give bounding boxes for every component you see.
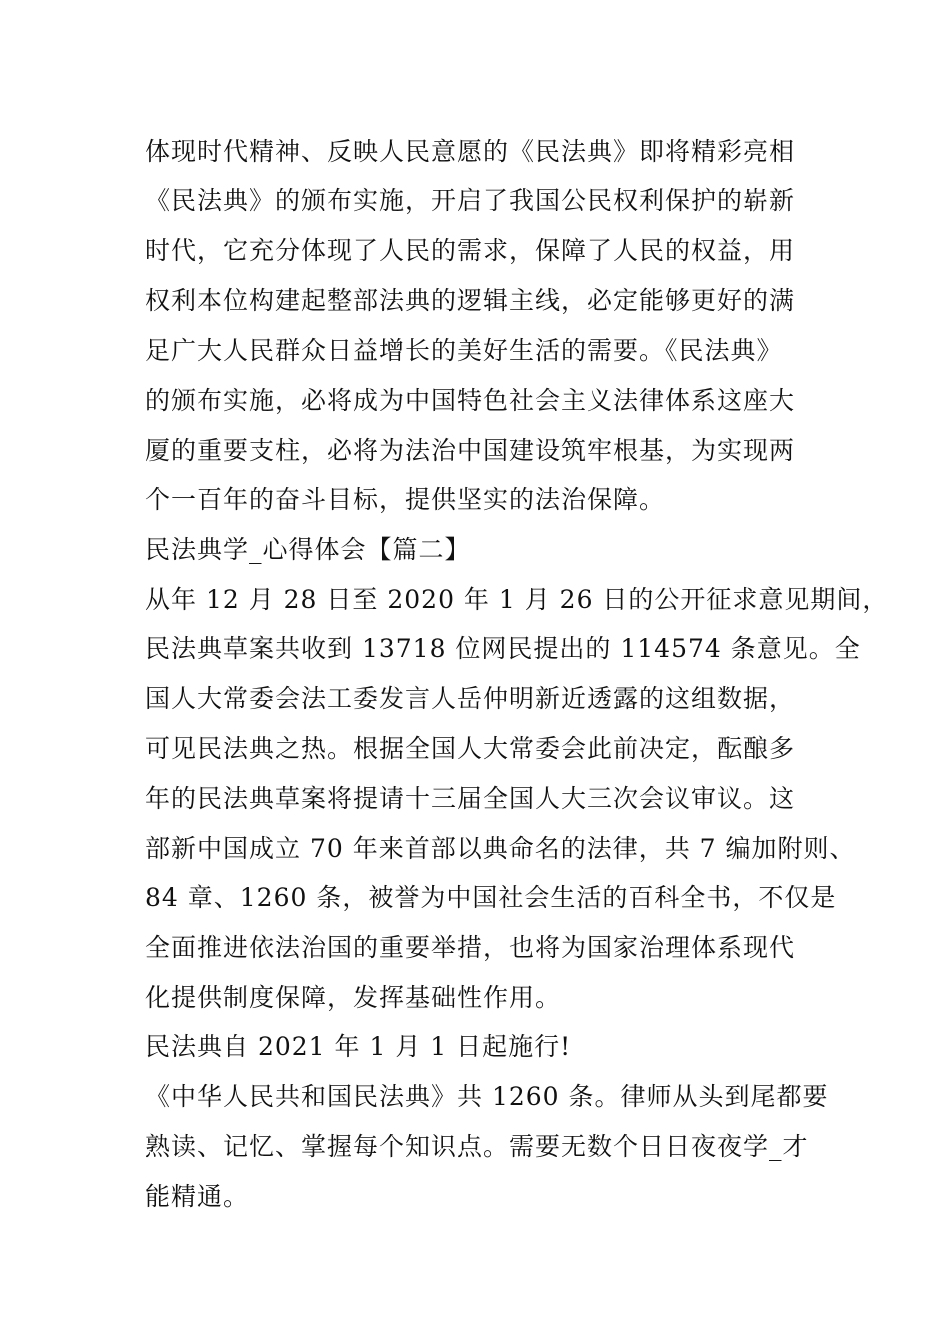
text-line: 可见民法典之热。根据全国人大常委会此前决定，酝酿多 — [145, 734, 796, 763]
text-line: 民法典草案共收到 13718 位网民提出的 114574 条意见。全 — [145, 634, 861, 663]
text-line: 足广大人民群众日益增长的美好生活的需要。《民法典》 — [145, 336, 783, 365]
text-line: 年的民法典草案将提请十三届全国人大三次会议审议。这 — [145, 784, 796, 813]
text-line: 84 章、1260 条，被誉为中国社会生活的百科全书，不仅是 — [145, 883, 837, 912]
text-line: 厦的重要支柱，必将为法治中国建设筑牢根基，为实现两 — [145, 436, 796, 465]
text-line: 个一百年的奋斗目标，提供坚实的法治保障。 — [145, 485, 666, 514]
text-line: 权利本位构建起整部法典的逻辑主线，必定能够更好的满 — [145, 286, 796, 315]
text-line: 民法典自 2021 年 1 月 1 日起施行! — [145, 1032, 572, 1061]
text-line: 时代，它充分体现了人民的需求，保障了人民的权益，用 — [145, 236, 796, 265]
text-line: 国人大常委会法工委发言人岳仲明新近透露的这组数据， — [145, 684, 796, 713]
text-line: 化提供制度保障，发挥基础性作用。 — [145, 983, 562, 1012]
text-line: 能精通。 — [145, 1182, 250, 1211]
text-line: 体现时代精神、反映人民意愿的《民法典》即将精彩亮相 — [145, 137, 796, 166]
text-line: 《民法典》的颁布实施，开启了我国公民权利保护的崭新 — [145, 186, 796, 215]
text-line: 从年 12 月 28 日至 2020 年 1 月 26 日的公开征求意见期间， — [145, 585, 889, 614]
text-line: 全面推进依法治国的重要举措，也将为国家治理体系现代 — [145, 933, 796, 962]
text-line: 《中华人民共和国民法典》共 1260 条。律师从头到尾都要 — [145, 1082, 829, 1111]
text-line: 熟读、记忆、掌握每个知识点。需要无数个日日夜夜学_才 — [145, 1132, 809, 1161]
section-heading: 民法典学_心得体会【篇二】 — [145, 535, 471, 564]
text-line: 部新中国成立 70 年来首部以典命名的法律，共 7 编加附则、 — [145, 834, 856, 863]
text-line: 的颁布实施，必将成为中国特色社会主义法律体系这座大 — [145, 386, 796, 415]
